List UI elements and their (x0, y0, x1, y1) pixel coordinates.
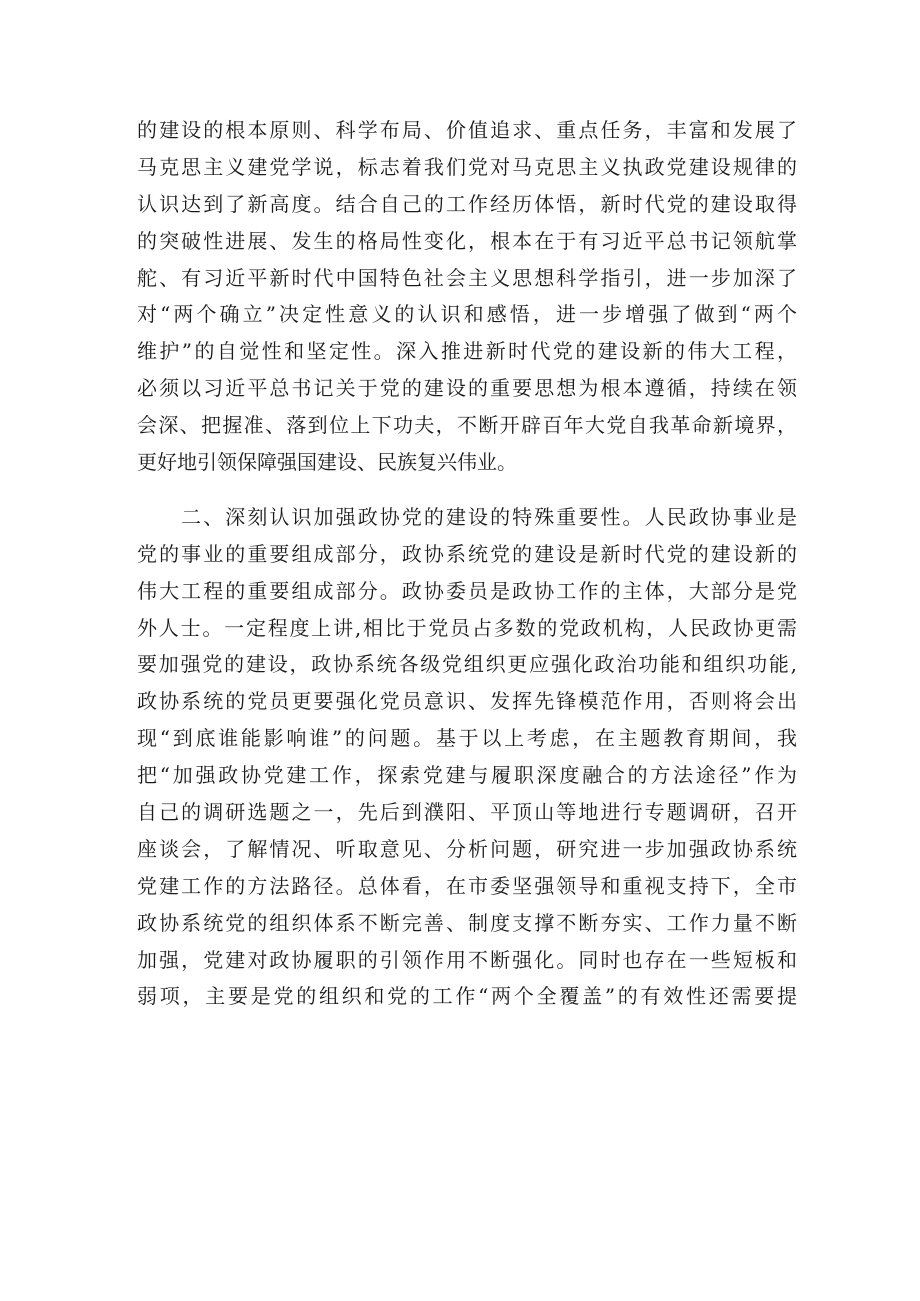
text-line: 加强，党建对政协履职的引领作用不断强化。同时也存在一些短板和 (137, 947, 797, 972)
text-line: 现“到底谁能影响谁”的问题。基于以上考虑，在主题教育期间，我 (137, 726, 797, 751)
text-line: 认识达到了新高度。结合自己的工作经历体悟，新时代党的建设取得 (137, 191, 797, 216)
text-line: 二、深刻认识加强政协党的建设的特殊重要性。人民政协事业是 (137, 504, 797, 529)
paragraph-2 (137, 499, 797, 1015)
paragraph-1 (137, 112, 797, 481)
text-line: 要加强党的建设，政协系统各级党组织更应强化政治功能和组织功能, (137, 652, 797, 677)
text-line: 必须以习近平总书记关于党的建设的重要思想为根本遵循，持续在领 (137, 376, 797, 401)
text-line: 的建设的根本原则、科学布局、价值追求、重点任务，丰富和发展了 (137, 118, 797, 142)
body-text (137, 112, 797, 1015)
text-line: 弱项，主要是党的组织和党的工作“两个全覆盖”的有效性还需要提 (137, 984, 797, 1009)
text-line: 对“两个确立”决定性意义的认识和感悟，进一步增强了做到“两个 (137, 302, 797, 327)
text-line: 的突破性进展、发生的格局性变化，根本在于有习近平总书记领航掌 (137, 228, 797, 253)
paragraph-gap (137, 481, 797, 499)
text-line: 政协系统的党员更要强化党员意识、发挥先锋模范作用，否则将会出 (137, 689, 797, 714)
text-line: 马克思主义建党学说，标志着我们党对马克思主义执政党建设规律的 (137, 154, 797, 179)
text-line: 会深、把握准、落到位上下功夫，不断开辟百年大党自我革命新境界， (137, 413, 797, 438)
text-line: 伟大工程的重要组成部分。政协委员是政协工作的主体，大部分是党 (137, 578, 797, 603)
text-line: 自己的调研选题之一，先后到濮阳、平顶山等地进行专题调研，召开 (137, 800, 797, 825)
text-line: 党的事业的重要组成部分，政协系统党的建设是新时代党的建设新的 (137, 541, 797, 566)
text-line: 更好地引领保障强国建设、民族复兴伟业。 (137, 450, 517, 475)
text-line: 维护”的自觉性和坚定性。深入推进新时代党的建设新的伟大工程， (137, 339, 797, 364)
text-line: 座谈会，了解情况、听取意见、分析问题，研究进一步加强政协系统 (137, 836, 797, 861)
text-line: 把“加强政协党建工作，探索党建与履职深度融合的方法途径”作为 (137, 763, 797, 788)
text-line: 党建工作的方法路径。总体看，在市委坚强领导和重视支持下，全市 (137, 873, 797, 898)
text-line: 舵、有习近平新时代中国特色社会主义思想科学指引，进一步加深了 (137, 265, 797, 290)
text-line: 外人士。一定程度上讲,相比于党员占多数的党政机构，人民政协更需 (137, 615, 797, 640)
text-line: 政协系统党的组织体系不断完善、制度支撑不断夯实、工作力量不断 (137, 910, 797, 935)
